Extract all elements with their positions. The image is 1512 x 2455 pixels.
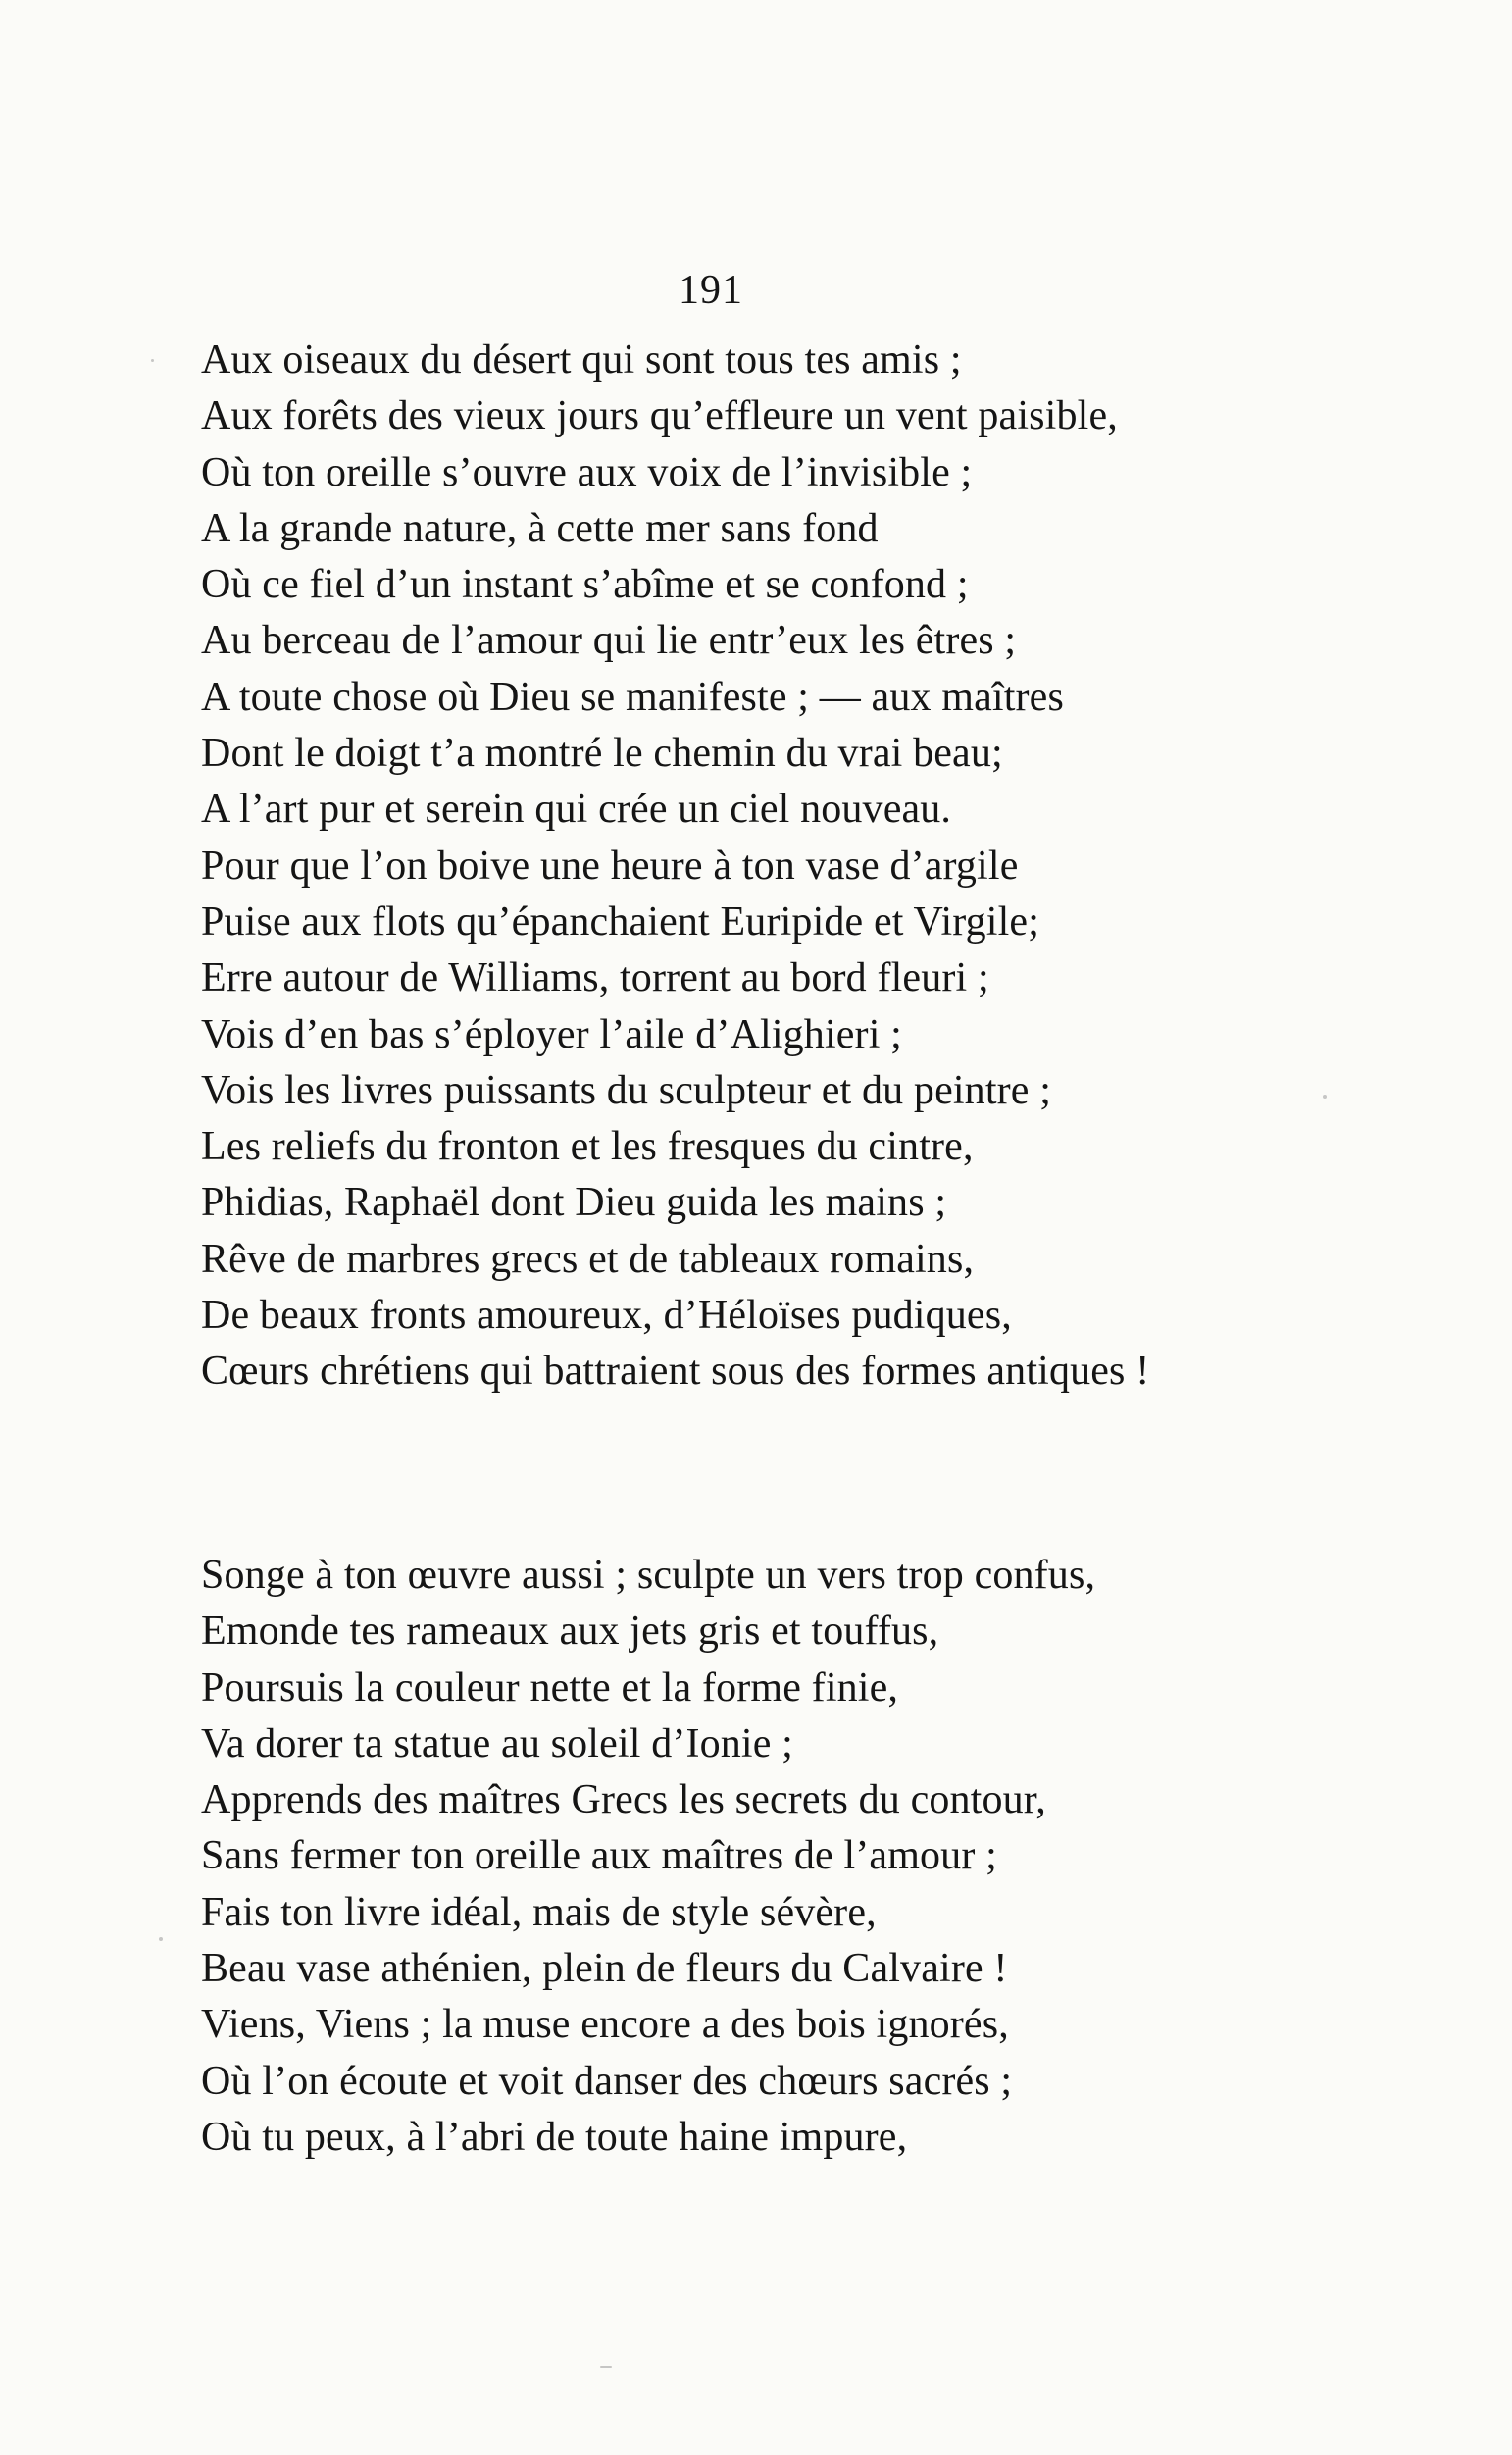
poem-line: Viens, Viens ; la muse encore a des bois ignorés, <box>201 2002 1009 2048</box>
poem-line: Où ce fiel d’un instant s’abîme et se confond ; <box>201 562 969 608</box>
paper-speck <box>151 359 154 362</box>
paper-speck <box>159 1937 163 1941</box>
poem-line: Emonde tes rameaux aux jets gris et touffus, <box>201 1609 939 1655</box>
poem-line: Au berceau de l’amour qui lie entr’eux les êtres ; <box>201 618 1017 664</box>
poem-line: Fais ton livre idéal, mais de style sévère, <box>201 1889 877 1935</box>
poem-line: De beaux fronts amoureux, d’Héloïses pudiques, <box>201 1293 1012 1339</box>
poem-line: Songe à ton œuvre aussi ; sculpte un vers trop confus, <box>201 1553 1096 1598</box>
poem-line: Où l’on écoute et voit danser des chœurs sacrés ; <box>201 2058 1013 2104</box>
poem-line: A toute chose où Dieu se manifeste ; — aux maîtres <box>201 674 1064 720</box>
poem-line: Va dorer ta statue au soleil d’Ionie ; <box>201 1720 793 1766</box>
poem-line: A l’art pur et serein qui crée un ciel nouveau. <box>201 787 952 833</box>
poem-line: Où ton oreille s’ouvre aux voix de l’invisible ; <box>201 449 973 495</box>
poem-line: Cœurs chrétiens qui battraient sous des formes antiques ! <box>201 1349 1150 1395</box>
poem-line: Où tu peux, à l’abri de toute haine impure, <box>201 2114 908 2160</box>
poem-line: Puise aux flots qu’épanchaient Euripide et Virgile; <box>201 898 1040 945</box>
poem-stanza-1 <box>201 332 1338 1401</box>
poem-line: Vois les livres puissants du sculpteur et du peintre ; <box>201 1067 1052 1113</box>
poem-line: Pour que l’on boive une heure à ton vase d’argile <box>201 843 1019 889</box>
paper-speck <box>1323 1095 1327 1099</box>
poem-stanza-2 <box>201 1548 1338 2166</box>
poem-line: Les reliefs du fronton et les fresques du cintre, <box>201 1124 974 1170</box>
poem-line: Phidias, Raphaël dont Dieu guida les mains ; <box>201 1180 947 1226</box>
poem-line: Apprends des maîtres Grecs les secrets du contour, <box>201 1777 1046 1823</box>
poem-line: Sans fermer ton oreille aux maîtres de l’amour ; <box>201 1833 997 1879</box>
poem-line: Vois d’en bas s’éployer l’aile d’Alighieri ; <box>201 1011 902 1057</box>
poem-line: Erre autour de Williams, torrent au bord fleuri ; <box>201 955 989 1001</box>
page-number: 191 <box>679 268 743 313</box>
poem-line: Poursuis la couleur nette et la forme finie, <box>201 1664 899 1711</box>
paper-speck <box>600 2366 612 2368</box>
poem-line: Beau vase athénien, plein de fleurs du Calvaire ! <box>201 1946 1008 1992</box>
poem-line: A la grande nature, à cette mer sans fond <box>201 505 879 551</box>
poem-line: Aux oiseaux du désert qui sont tous tes amis ; <box>201 337 962 383</box>
poem-line: Rêve de marbres grecs et de tableaux romains, <box>201 1236 975 1282</box>
poem-line: Aux forêts des vieux jours qu’effleure un vent paisible, <box>201 393 1118 439</box>
poem-line: Dont le doigt t’a montré le chemin du vrai beau; <box>201 731 1003 777</box>
